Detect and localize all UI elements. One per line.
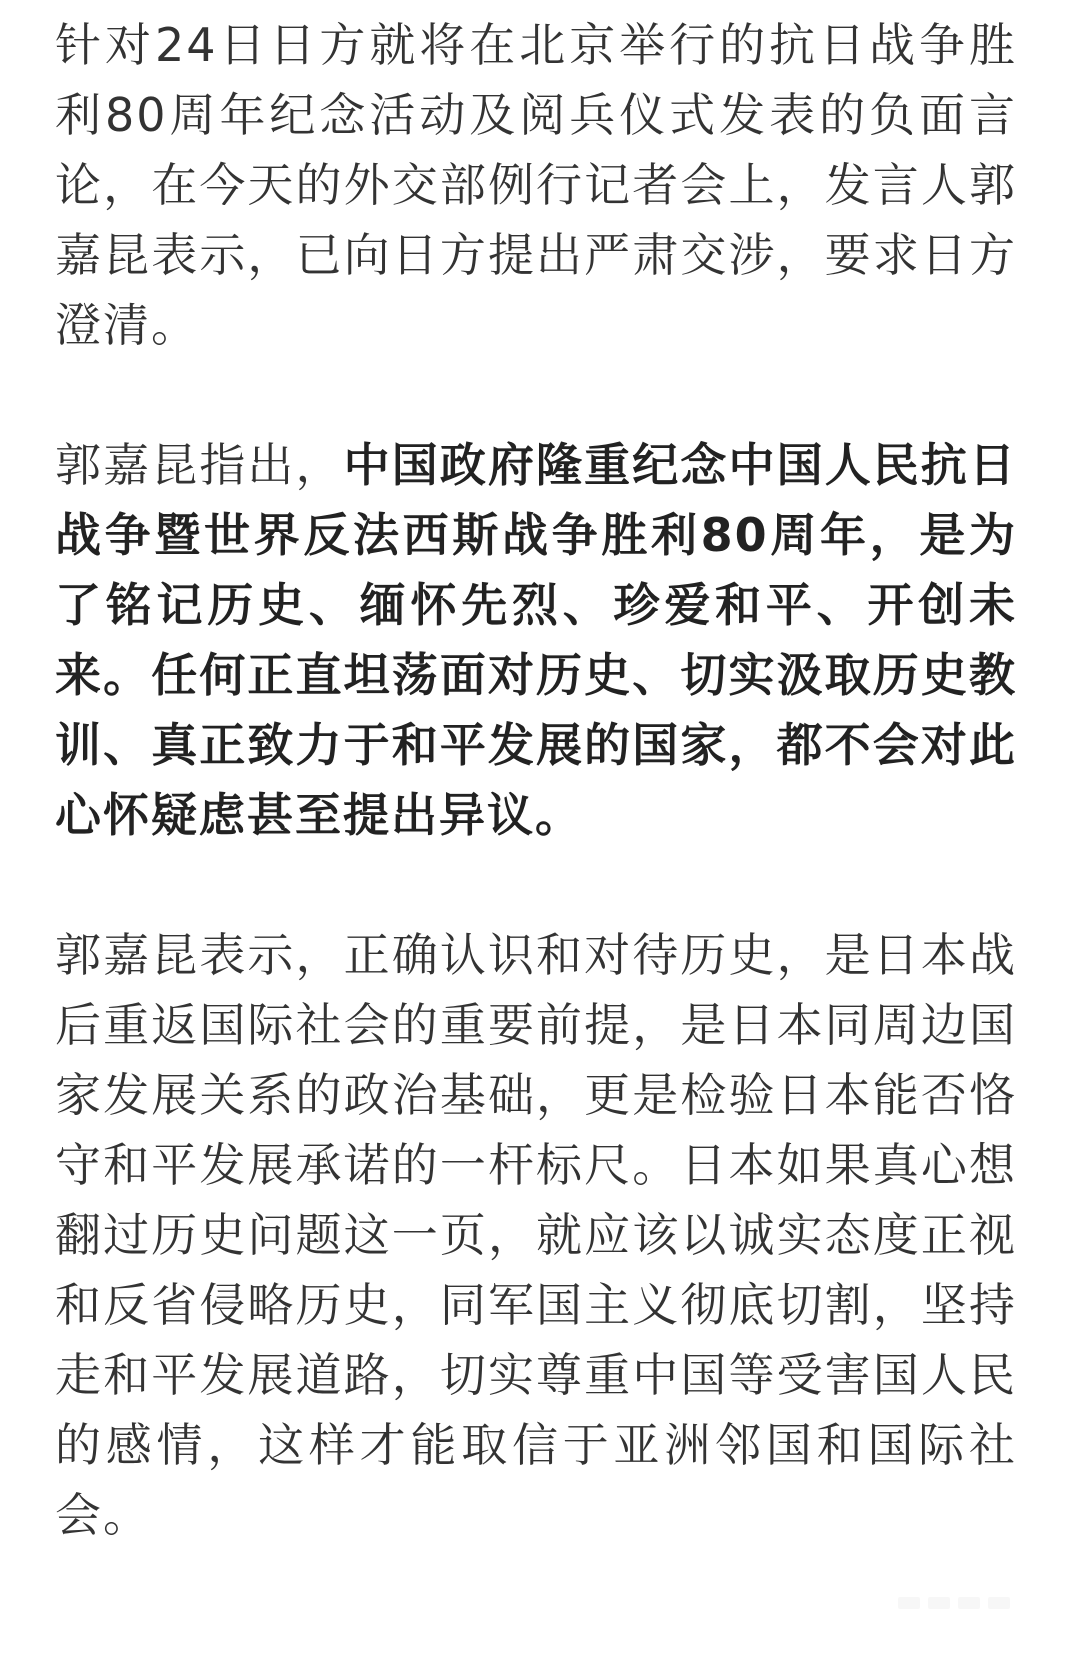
paragraph-2 [55, 430, 1017, 850]
paragraph-2-bold: 中国政府隆重纪念中国人民抗日战争暨世界反法西斯战争胜利80周年，是为了铭记历史、缅怀先烈、珍爱和平、开创未来。任何正直坦荡面对历史、切实汲取历史教训、真正致力于和平发展的国家，都不会对此心怀疑虑甚至提出异议。 [55, 438, 1018, 842]
watermark [820, 1591, 1010, 1615]
watermark-mark [898, 1597, 920, 1609]
watermark-mark [928, 1597, 950, 1609]
watermark-mark [958, 1597, 980, 1609]
article-body [55, 10, 1017, 1550]
watermark-mark [988, 1597, 1010, 1609]
paragraph-2-lead: 郭嘉昆指出， [55, 438, 344, 492]
paragraph-3: 郭嘉昆表示，正确认识和对待历史，是日本战后重返国际社会的重要前提，是日本同周边国家发展关系的政治基础，更是检验日本能否恪守和平发展承诺的一杆标尺。日本如果真心想翻过历史问题这一页，就应该以诚实态度正视和反省侵略历史，同军国主义彻底切割，坚持走和平发展道路，切实尊重中国等受害国人民的感情，这样才能取信于亚洲邻国和国际社会。 [55, 928, 1017, 1542]
paragraph-1: 针对24日日方就将在北京举行的抗日战争胜利80周年纪念活动及阅兵仪式发表的负面言论，在今天的外交部例行记者会上，发言人郭嘉昆表示，已向日方提出严肃交涉，要求日方澄清。 [55, 18, 1017, 352]
